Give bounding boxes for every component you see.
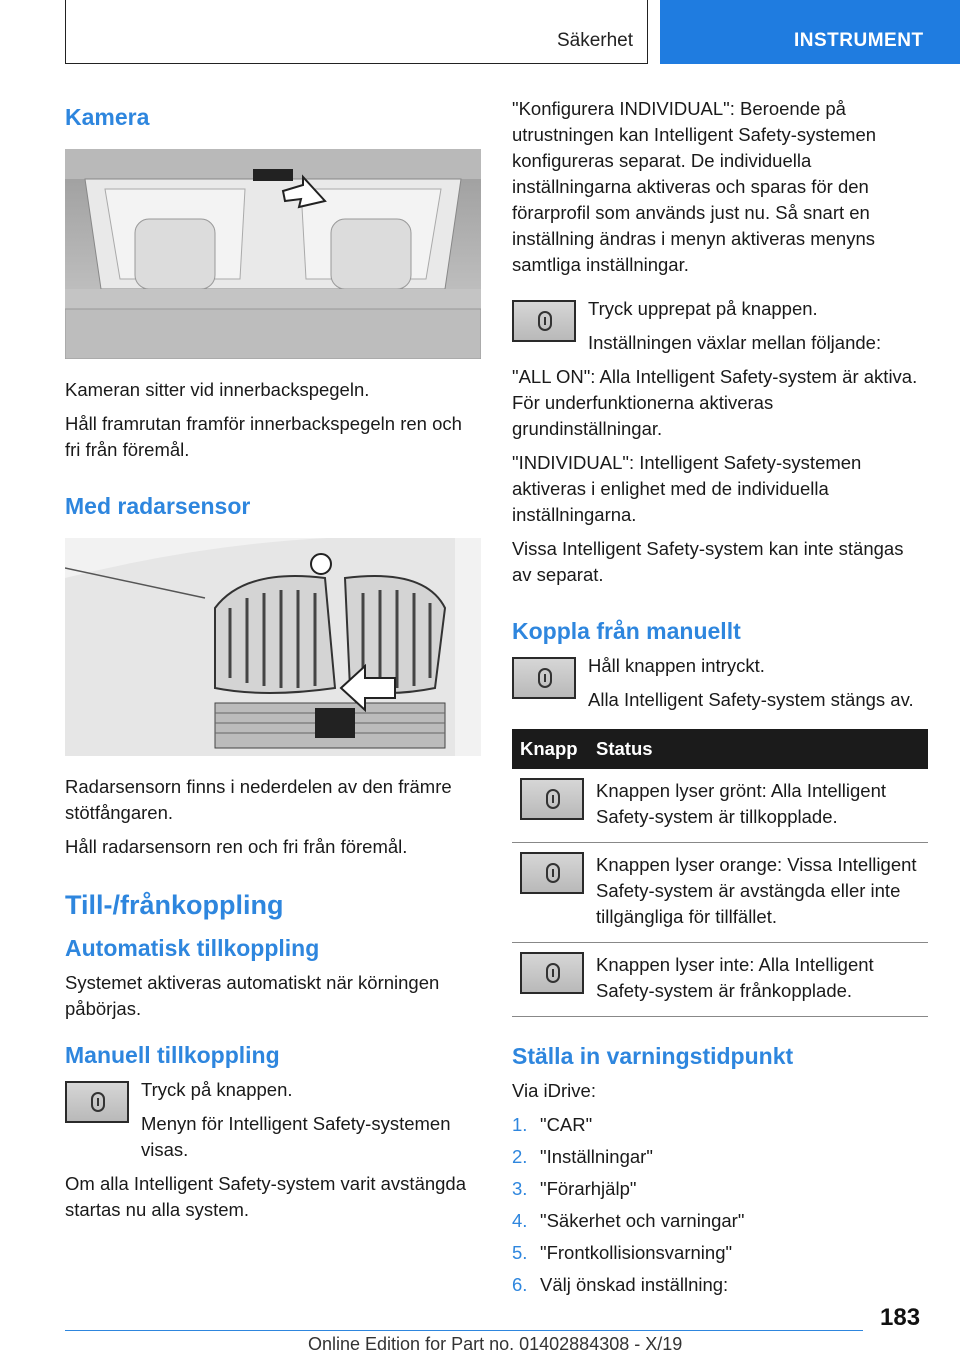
individual-paragraph: "INDIVIDUAL": Intelligent Safety-systemen aktiveras i enlighet med de individuella inställningarna.: [512, 452, 862, 525]
col-knapp: Knapp: [512, 729, 588, 769]
col-status: Status: [588, 729, 928, 769]
page-number: 183: [880, 1304, 921, 1331]
step-number: 2.: [512, 1146, 528, 1167]
step-text: "Inställningar": [540, 1146, 653, 1167]
car-interior-camera-image: [65, 149, 481, 359]
list-item: [512, 1208, 928, 1234]
intelligent-safety-button-icon: [65, 1081, 129, 1123]
heading-koppling: Till-/frånkoppling: [65, 890, 284, 920]
step-text: "Säkerhet och varningar": [540, 1210, 745, 1231]
vissa-paragraph: Vissa Intelligent Safety-system kan inte stängas av separat.: [512, 538, 904, 585]
footer-edition: Online Edition for Part no. 01402884308 - X/19: [308, 1334, 683, 1354]
camera-illustration: [65, 149, 481, 359]
list-item: [512, 1112, 928, 1138]
step-number: 6.: [512, 1274, 528, 1295]
step-text: Välj önskad inställning:: [540, 1274, 729, 1295]
status-table: [512, 729, 928, 1017]
heading-kamera: Kamera: [65, 104, 150, 130]
status-table-header: [512, 729, 928, 769]
intelligent-safety-button-icon: [520, 952, 584, 994]
konfig-paragraph: "Konfigurera INDIVIDUAL": Beroende på utrustningen kan Intelligent Safety-systemen konfigureras separat. De individuella inställningarna aktiveras och sparas för den förarprofil som används just nu. Så snart en inställning ändras i menyn aktiveras menyns samtliga inställningar.: [512, 98, 877, 275]
list-item: [512, 1240, 928, 1266]
konfig-press-text: Tryck upprepat på knappen.: [588, 298, 818, 319]
manuell-paragraph-1: Tryck på knappen.: [141, 1079, 293, 1100]
status-text: Knappen lyser inte: Alla Intelligent Safety-system är frånkopplade.: [588, 943, 928, 1017]
header-section-box: [65, 0, 648, 64]
radar-paragraph-1: Radarsensorn finns i nederdelen av den främre stötfångaren.: [65, 776, 452, 823]
table-row: [512, 769, 928, 843]
header-tab-instrument[interactable]: [660, 0, 960, 64]
kamera-paragraph-1: Kameran sitter vid innerbackspegeln.: [65, 379, 370, 400]
intelligent-safety-button-icon: [512, 300, 576, 342]
list-item: [512, 1144, 928, 1170]
step-number: 4.: [512, 1210, 528, 1231]
intelligent-safety-button-icon: [512, 657, 576, 699]
konfig-button-row: [512, 296, 928, 356]
step-text: "Förarhjälp": [540, 1178, 637, 1199]
left-column: [65, 98, 481, 1231]
varning-paragraph: Via iDrive:: [512, 1080, 596, 1101]
list-item: [512, 1176, 928, 1202]
auto-paragraph: Systemet aktiveras automatiskt när körningen påbörjas.: [65, 972, 440, 1019]
steps-list: [512, 1112, 928, 1298]
radar-paragraph-2: Håll radarsensorn ren och fri från föremål.: [65, 836, 408, 857]
status-text: Knappen lyser grönt: Alla Intelligent Safety-system är tillkopplade.: [588, 769, 928, 843]
heading-manuell: Manuell tillkoppling: [65, 1042, 280, 1068]
manuell-paragraph-2: Menyn för Intelligent Safety-systemen visas.: [141, 1113, 451, 1160]
manuell-button-row: [65, 1077, 481, 1163]
step-number: 3.: [512, 1178, 528, 1199]
radar-illustration: [65, 538, 481, 756]
konfig-toggle-text: Inställningen växlar mellan följande:: [588, 332, 882, 353]
koppla-paragraph-2: Alla Intelligent Safety-system stängs av.: [588, 689, 914, 710]
step-text: "CAR": [540, 1114, 593, 1135]
status-text: Knappen lyser orange: Vissa Intelligent Safety-system är avstängda eller inte tillgängliga för tillfället.: [588, 843, 928, 943]
koppla-paragraph-1: Håll knappen intryckt.: [588, 655, 765, 676]
allon-paragraph: "ALL ON": Alla Intelligent Safety-system är aktiva. För underfunktionerna aktiveras grundinställningar.: [512, 366, 918, 439]
step-text: "Frontkollisionsvarning": [540, 1242, 733, 1263]
heading-auto: Automatisk tillkoppling: [65, 935, 320, 961]
heading-varning: Ställa in varningstidpunkt: [512, 1043, 794, 1069]
header-section-title: Säkerhet: [556, 30, 633, 51]
step-number: 1.: [512, 1114, 528, 1135]
step-number: 5.: [512, 1242, 528, 1263]
intelligent-safety-button-icon: [520, 852, 584, 894]
kamera-paragraph-2: Håll framrutan framför innerbackspegeln ren och fri från föremål.: [65, 413, 462, 460]
manuell-paragraph-3: Om alla Intelligent Safety-system varit avstängda startas nu alla system.: [65, 1173, 467, 1220]
koppla-button-row: [512, 653, 928, 713]
header-tab-label: INSTRUMENT: [794, 30, 924, 51]
right-column: [512, 98, 928, 1304]
footer-divider: [65, 1330, 863, 1331]
table-row: [512, 843, 928, 943]
table-row: [512, 943, 928, 1017]
heading-radar: Med radarsensor: [65, 493, 251, 519]
car-front-radar-image: [65, 538, 481, 756]
list-item: [512, 1272, 928, 1298]
intelligent-safety-button-icon: [520, 778, 584, 820]
heading-koppla: Koppla från manuellt: [512, 618, 741, 644]
